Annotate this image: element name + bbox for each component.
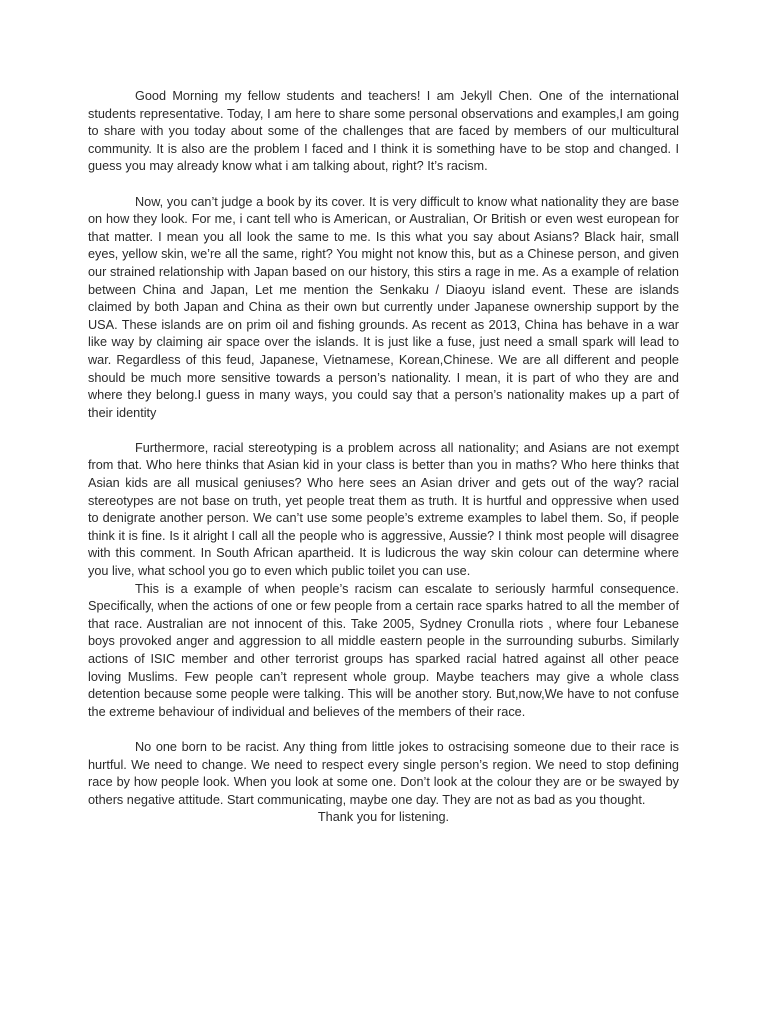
paragraph-conclusion: No one born to be racist. Any thing from little jokes to ostracising someone due to their race is hurtful. We need to change. We need to respect every single person’s region. We need to stop defining race by how people look. When you look at some one. Don’t look at the colour they are or be swayed by others negative attitude. Start communicating, maybe one day. They are not as bad as you thought. bbox=[88, 739, 679, 807]
paragraph-gap bbox=[88, 176, 679, 194]
paragraph-stereotyping: Furthermore, racial stereotyping is a problem across all nationality; and Asians are not exempt from that. Who here thinks that Asian kid in your class is better than you in maths? Who here thinks that Asian kids are all musical geniuses? Who here sees an Asian driver and gets out of the way? racial stereotypes are not base on truth, yet people treat them as truth. It is hurtful and oppressive when used to denigrate another person. We can’t use some people’s extreme examples to label them. So, if people think it is fine. Is it alright I call all the people who is aggressive, Aussie? I think most people will disagree with this comment. In South African apartheid. It is ludicrous the way skin colour can determine where you live, what school you go to even which public toilet you can use. bbox=[88, 440, 679, 579]
paragraph-consequence: This is a example of when people’s racism can escalate to seriously harmful consequence. Specifically, when the actions of one or few people from a certain race sparks hatred to all the member of that race. Australian are not innocent of this. Take 2005, Sydney Cronulla riots , where four Lebanese boys provoked anger and aggression to all middle eastern people in the surrounding suburbs. Similarly actions of ISIC member and other terrorist groups has sparked racial hatred against all other peace loving Muslims. Few people can’t represent whole group. Maybe teachers may give a whole class detention because some people were talking. This will be another story. But,now,We have to not confuse the extreme behaviour of individual and believes of the members of their race. bbox=[88, 581, 679, 719]
speech-document bbox=[88, 88, 679, 827]
paragraph-introduction: Good Morning my fellow students and teachers! I am Jekyll Chen. One of the international students representative. Today, I am here to share some personal observations and examples,I am going to share with you today about some of the challenges that are faced by members of our multicultural community. It is also are the problem I faced and I think it is something have to be stop and changed. I guess you may already know what i am talking about, right? It’s racism. bbox=[88, 89, 679, 174]
paragraph-gap bbox=[88, 422, 679, 440]
closing-line: Thank you for listening. bbox=[317, 810, 450, 825]
paragraph-gap bbox=[88, 721, 679, 739]
paragraph-nationality: Now, you can’t judge a book by its cover. It is very difficult to know what nationality they are base on how they look. For me, i cant tell who is American, or Australian, Or British or even west european for that matter. I mean you all look the same to me. Is this what you say about Asians? Black hair, small eyes, yellow skin, we’re all the same, right? You might not know this, but as a Chinese person, and given our strained relationship with Japan based on our history, this stirs a rage in me. As a example of relation between China and Japan, Let me mention the Senkaku / Diaoyu island event. These are islands claimed by both Japan and China as their own but currently under Japanese ownership support by the USA. These islands are on prim oil and fishing grounds. As recent as 2013, China has behave in a war like way by claiming air space over the islands. It is just like a fuse, just need a small spark will lead to war. Regardless of this feud, Japanese, Vietnamese, Korean,Chinese. We are all different and people should be much more sensitive towards a person’s nationality. I mean, it is part of who they are and where they belong.I guess in many ways, you could say that a person’s nationality makes up a part of their identity bbox=[88, 194, 679, 420]
